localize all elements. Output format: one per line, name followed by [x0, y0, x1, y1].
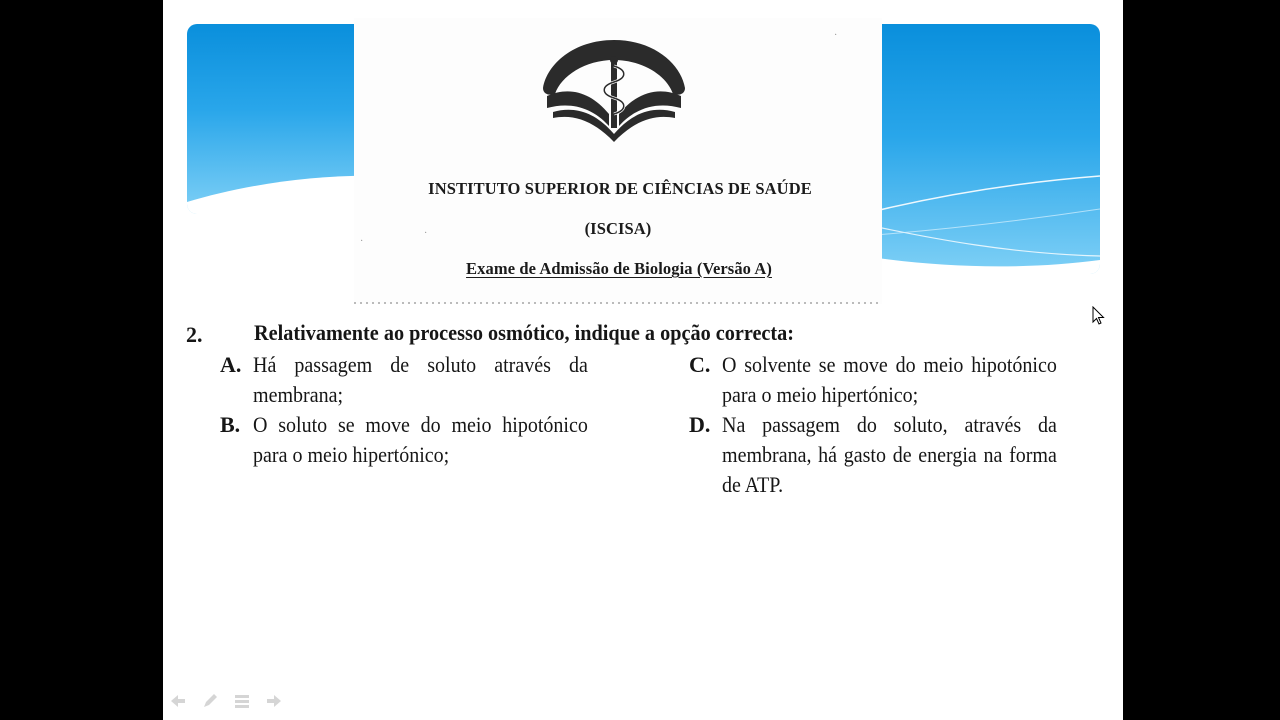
wave-decoration [863, 24, 1100, 274]
option-text: Na passagem do soluto, através da membrana, há gasto de energia na forma de ATP. [722, 412, 1057, 497]
option-letter: B. [220, 412, 241, 437]
presentation-slide [163, 0, 1123, 720]
option-text: O soluto se move do meio hipotónico para o meio hipertónico; [253, 412, 588, 467]
arrow-right-icon[interactable] [265, 692, 283, 710]
question-text: Relativamente ao processo osmótico, indique a opção correcta: [254, 320, 795, 345]
scan-artifact: · [360, 236, 364, 247]
option-letter: A. [220, 352, 242, 377]
scanned-exam-header [354, 18, 882, 304]
banner-right [863, 24, 1100, 274]
option-letter: C. [689, 352, 711, 377]
institution-logo [539, 36, 689, 144]
institution-abbreviation: (ISCISA) [584, 219, 652, 238]
scan-edge [354, 302, 882, 304]
option-letter: D. [689, 412, 711, 437]
option-d [689, 410, 1109, 504]
pen-icon[interactable] [201, 692, 219, 710]
exam-question [163, 318, 1123, 518]
exam-title: Exame de Admissão de Biologia (Versão A) [466, 259, 772, 278]
option-a [220, 350, 640, 414]
option-b [220, 410, 640, 474]
arrow-left-icon[interactable] [169, 692, 187, 710]
menu-icon[interactable] [233, 692, 251, 710]
slideshow-navigation [169, 692, 289, 712]
mouse-pointer-icon [1092, 306, 1106, 326]
institution-name: INSTITUTO SUPERIOR DE CIÊNCIAS DE SAÚDE [428, 179, 812, 198]
question-number: 2. [186, 322, 203, 347]
scan-artifact: · [834, 30, 838, 41]
option-c [689, 350, 1109, 414]
scan-artifact: · [424, 228, 428, 239]
option-text: O solvente se move do meio hipotónico para o meio hipertónico; [722, 352, 1057, 407]
option-text: Há passagem de soluto através da membrana; [253, 352, 588, 407]
